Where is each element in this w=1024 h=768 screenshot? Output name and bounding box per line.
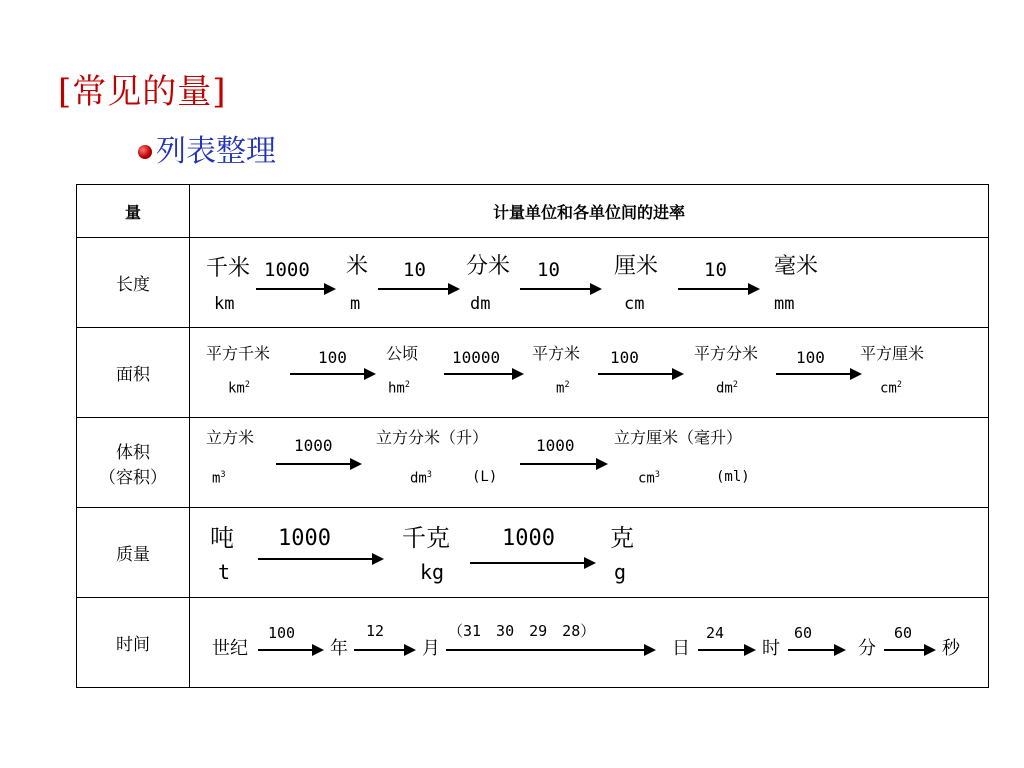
volume-rate-2: 1000 bbox=[536, 436, 575, 455]
mass-unit-g: 克 bbox=[610, 524, 634, 552]
arrow-icon bbox=[678, 288, 758, 290]
area-abbr-m2: $m^2$ bbox=[556, 379, 570, 397]
arrow-icon bbox=[354, 649, 414, 651]
length-rate-2: 10 bbox=[403, 259, 426, 281]
mass-rate-1: 1000 bbox=[278, 526, 331, 551]
mass-abbr-t: t bbox=[218, 560, 231, 584]
area-abbr-dm2: $dm^2$ bbox=[716, 379, 738, 397]
volume-unit-m3: 立方米 bbox=[206, 428, 255, 447]
arrow-icon bbox=[470, 562, 594, 564]
length-rate-3: 10 bbox=[537, 259, 560, 281]
arrow-icon bbox=[258, 649, 322, 651]
table-header-row bbox=[77, 185, 989, 238]
length-abbr-km: km bbox=[214, 294, 235, 314]
volume-abbr-liter: (L) bbox=[472, 469, 498, 485]
time-rate-4: 24 bbox=[706, 624, 725, 642]
arrow-icon bbox=[598, 373, 682, 375]
arrow-icon bbox=[444, 373, 522, 375]
page-title: [常见的量] bbox=[58, 72, 227, 112]
area-abbr-hm2: $hm^2$ bbox=[388, 379, 410, 397]
length-abbr-dm: dm bbox=[470, 294, 491, 314]
quantity-time: 时间 bbox=[77, 598, 190, 688]
arrow-icon bbox=[698, 649, 754, 651]
area-unit-dm2: 平方分米 bbox=[694, 344, 759, 363]
time-unit-month: 月 bbox=[422, 638, 440, 659]
length-unit-m: 米 bbox=[346, 254, 369, 279]
mass-abbr-kg: kg bbox=[420, 560, 445, 584]
arrow-icon bbox=[788, 649, 844, 651]
bullet-icon bbox=[138, 145, 152, 159]
volume-rate-1: 1000 bbox=[294, 436, 333, 455]
length-rate-1: 1000 bbox=[264, 259, 310, 281]
arrow-icon bbox=[290, 373, 374, 375]
arrow-icon bbox=[276, 463, 360, 465]
arrow-icon bbox=[776, 373, 860, 375]
arrow-icon bbox=[520, 463, 606, 465]
volume-diagram-cell bbox=[190, 418, 989, 508]
length-diagram-cell bbox=[190, 238, 989, 328]
table-row-volume bbox=[77, 418, 989, 508]
area-unit-hm2: 公顷 bbox=[386, 344, 419, 363]
table-row-area bbox=[77, 328, 989, 418]
arrow-icon bbox=[446, 649, 654, 651]
quantity-length: 长度 bbox=[77, 238, 190, 328]
length-unit-cm: 厘米 bbox=[614, 254, 659, 279]
length-abbr-cm: cm bbox=[624, 294, 645, 314]
area-rate-2: 10000 bbox=[452, 348, 501, 367]
mass-abbr-g: g bbox=[614, 560, 627, 584]
area-unit-cm2: 平方厘米 bbox=[860, 344, 925, 363]
length-abbr-m: m bbox=[350, 294, 361, 314]
time-unit-hour: 时 bbox=[762, 638, 780, 659]
volume-abbr-m3: $m^3$ bbox=[212, 469, 226, 487]
arrow-icon bbox=[258, 558, 382, 560]
volume-abbr-dm3: $dm^3$ bbox=[410, 469, 432, 487]
volume-abbr-cm3: $cm^3$ bbox=[638, 469, 660, 487]
area-rate-1: 100 bbox=[318, 348, 347, 367]
arrow-icon bbox=[884, 649, 934, 651]
time-diagram-cell bbox=[190, 598, 989, 688]
time-rate-2: 12 bbox=[366, 622, 385, 640]
header-units: 计量单位和各单位间的进率 bbox=[190, 185, 989, 238]
time-rate-1: 100 bbox=[268, 624, 296, 642]
table-row-mass bbox=[77, 508, 989, 598]
area-rate-4: 100 bbox=[796, 348, 825, 367]
volume-unit-dm3: 立方分米（升） bbox=[376, 428, 489, 447]
quantity-area: 面积 bbox=[77, 328, 190, 418]
length-abbr-mm: mm bbox=[774, 294, 795, 314]
units-table bbox=[76, 184, 989, 688]
length-unit-dm: 分米 bbox=[466, 254, 511, 279]
time-rate-3: （31 30 29 28） bbox=[448, 622, 596, 640]
quantity-volume-line1: 体积 bbox=[116, 442, 150, 463]
subtitle bbox=[138, 126, 276, 170]
area-unit-m2: 平方米 bbox=[532, 344, 581, 363]
time-unit-century: 世纪 bbox=[212, 638, 248, 659]
length-unit-km: 千米 bbox=[206, 256, 251, 281]
mass-rate-2: 1000 bbox=[502, 526, 555, 551]
area-unit-km2: 平方千米 bbox=[206, 344, 271, 363]
area-abbr-cm2: $cm^2$ bbox=[880, 379, 902, 397]
quantity-mass: 质量 bbox=[77, 508, 190, 598]
area-diagram-cell bbox=[190, 328, 989, 418]
header-quantity: 量 bbox=[77, 185, 190, 238]
table-row-length bbox=[77, 238, 989, 328]
area-abbr-km2: $km^2$ bbox=[228, 379, 250, 397]
arrow-icon bbox=[378, 288, 458, 290]
volume-unit-cm3: 立方厘米（毫升） bbox=[614, 428, 743, 447]
mass-diagram-cell bbox=[190, 508, 989, 598]
table-row-time bbox=[77, 598, 989, 688]
time-rate-6: 60 bbox=[894, 624, 913, 642]
volume-abbr-ml: (ml) bbox=[716, 469, 750, 485]
quantity-volume-line2: （容积） bbox=[99, 467, 167, 488]
arrow-icon bbox=[256, 288, 334, 290]
mass-unit-t: 吨 bbox=[210, 524, 234, 552]
subtitle-text: 列表整理 bbox=[156, 134, 276, 169]
time-unit-day: 日 bbox=[672, 638, 690, 659]
mass-unit-kg: 千克 bbox=[402, 524, 450, 552]
arrow-icon bbox=[520, 288, 600, 290]
length-rate-4: 10 bbox=[704, 259, 727, 281]
time-unit-minute: 分 bbox=[858, 638, 876, 659]
quantity-volume bbox=[77, 418, 190, 508]
time-unit-second: 秒 bbox=[942, 638, 960, 659]
area-rate-3: 100 bbox=[610, 348, 639, 367]
time-rate-5: 60 bbox=[794, 624, 813, 642]
time-unit-year: 年 bbox=[330, 638, 348, 659]
length-unit-mm: 毫米 bbox=[774, 254, 819, 279]
